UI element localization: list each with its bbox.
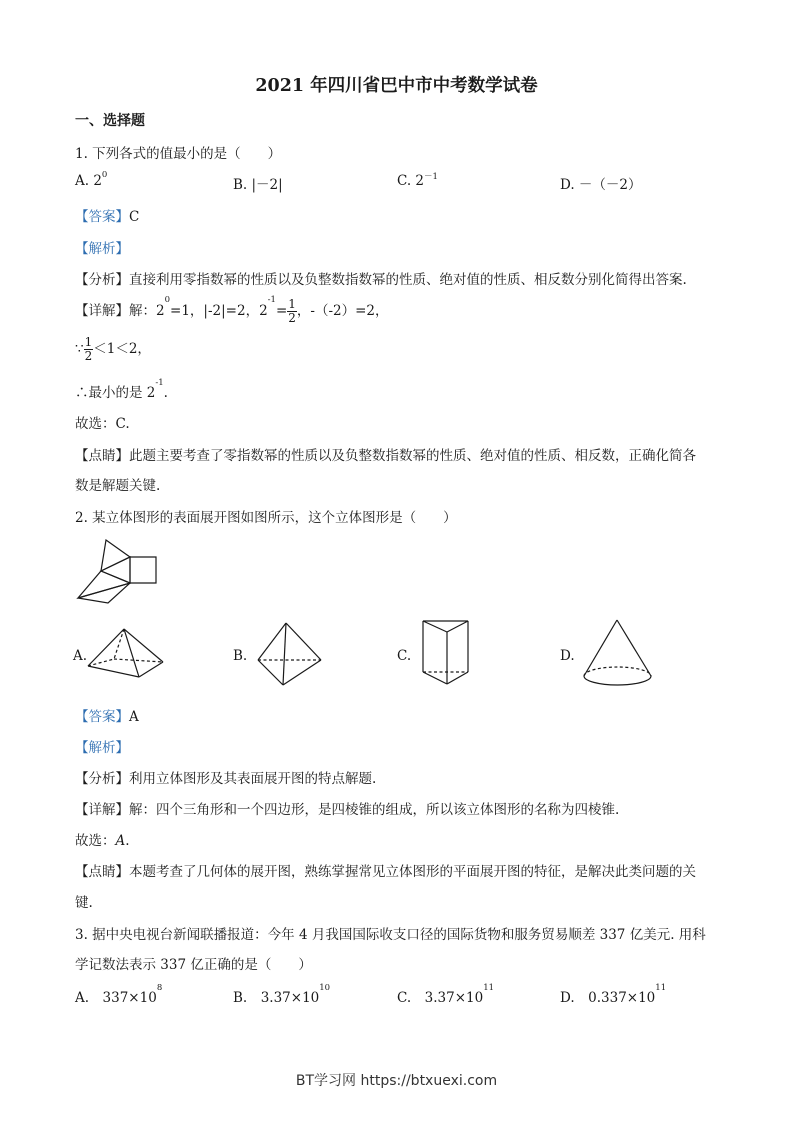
- q1-option-a: A. $2^0$: [75, 170, 108, 189]
- q3-option-a: A. $337\times 10^8$: [75, 983, 163, 1006]
- footer-watermark: BT学习网 https://btxuexi.com: [295, 1073, 498, 1089]
- q1-stem: 1. 下列各式的值最小的是（ ）: [75, 146, 282, 162]
- q2-stem: 2. 某立体图形的表面展开图如图所示，这个立体图形是（ ）: [75, 510, 457, 526]
- q1-because: ∵ $\frac{1}{2}$ ＜1＜2，: [75, 335, 151, 363]
- q2-choose: 故选：A.: [75, 833, 130, 849]
- q1-therefore: ∴最小的是 $2^{-1}$.: [75, 378, 168, 401]
- q1-choose: 故选：C.: [75, 416, 130, 432]
- q1-xiangjie: 【详解】解：$2^0=1$，|-2|=2，$2^{-1}=$ $\frac{1}{2}$ ，-（-2）=2，: [75, 295, 389, 325]
- q2-fenxi: 【分析】利用立体图形及其表面展开图的特点解题.: [75, 771, 377, 787]
- q1-option-c: C. $2^{-1}$: [397, 172, 438, 189]
- q2-option-a: A.: [73, 648, 88, 664]
- q2-xiangjie: 【详解】解：四个三角形和一个四边形，是四棱锥的组成，所以该立体图形的名称为四棱锥.: [75, 802, 620, 818]
- q1-option-d: D. －（－2）: [560, 177, 642, 193]
- q2-analysis-tag: 【解析】: [75, 740, 129, 756]
- q3-option-c: C. $3.37\times 10^{11}$: [397, 983, 495, 1006]
- q3-option-d: D. $0.337\times 10^{11}$: [560, 983, 667, 1006]
- q1-option-b: B. |－2|: [233, 177, 283, 193]
- q1-analysis-tag: 【解析】: [75, 241, 129, 257]
- q1-answer: 【答案】C: [75, 209, 140, 225]
- fraction-half: $\frac{1}{2}$: [84, 335, 93, 363]
- q2-dianjing-line1: 【点睛】本题考查了几何体的展开图，熟练掌握常见立体图形的平面展开图的特征，是解决此类问题的关: [75, 864, 696, 880]
- q2-dianjing-line2: 键.: [75, 895, 93, 911]
- q2-option-d: D.: [560, 648, 575, 664]
- q2-option-b: B.: [233, 648, 248, 664]
- page-title: 2021 年四川省巴中市中考数学试卷: [255, 76, 538, 96]
- fraction-half: $\frac{1}{2}$: [288, 297, 296, 325]
- q3-stem-line1: 3. 据中央电视台新闻联播报道：今年 4 月我国国际收支口径的国际货物和服务贸易顺差 337 亿美元. 用科: [75, 927, 706, 943]
- section-heading: 一、选择题: [75, 113, 145, 129]
- q3-option-b: B. $3.37\times 10^{10}$: [233, 983, 331, 1006]
- q1-fenxi: 【分析】直接利用零指数幂的性质以及负整数指数幂的性质、绝对值的性质、相反数分别化简得出答案.: [75, 272, 687, 288]
- q2-answer: 【答案】A: [75, 709, 139, 725]
- q1-dianjing-line2: 数是解题关键.: [75, 478, 161, 494]
- q1-dianjing-line1: 【点睛】此题主要考查了零指数幂的性质以及负整数指数幂的性质、绝对值的性质、相反数，正确化简各: [75, 448, 696, 464]
- q2-option-c: C.: [397, 648, 412, 664]
- q3-stem-line2: 学记数法表示 337 亿正确的是（ ）: [75, 957, 312, 973]
